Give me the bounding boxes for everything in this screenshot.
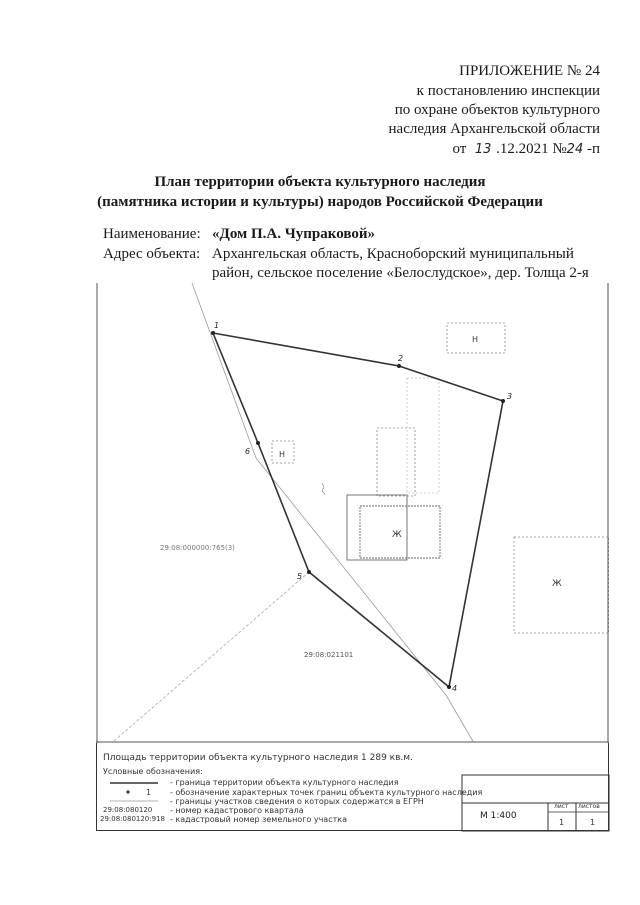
boundary-point-3	[501, 399, 505, 403]
map-scale: М 1:400	[480, 811, 517, 821]
boundary-point-2	[397, 364, 401, 368]
heritage-territory-boundary	[213, 333, 503, 687]
building-label-nonres-top: Н	[472, 335, 479, 344]
legend-symbol-point-label: 1	[146, 788, 152, 797]
object-address-label: Адрес объекта:	[103, 246, 201, 262]
date-rest: .12.2021 №	[496, 141, 567, 157]
stamp-sheet-value: 1	[559, 818, 565, 827]
decree-line-2: по охране объектов культурного	[394, 102, 600, 118]
building-label-res-main: Ж	[392, 530, 402, 540]
object-address-line-1: Архангельская область, Красноборский муниципальный	[212, 246, 574, 262]
appendix-title: ПРИЛОЖЕНИЕ № 24	[459, 63, 600, 79]
legend-item-parcel-number: - кадастровый номер земельного участка	[170, 815, 347, 824]
legend-symbol-quarter: 29:08:080120	[103, 806, 153, 814]
legend-title: Условные обозначения:	[103, 767, 203, 776]
area-statement: Площадь территории объекта культурного наследия 1 289 кв.м.	[103, 753, 413, 763]
decree-date-line	[453, 140, 601, 159]
point-label-2: 2	[398, 354, 404, 363]
point-label-4: 4	[452, 684, 458, 693]
point-label-1: 1	[214, 321, 220, 330]
residential-building-main-part	[347, 495, 407, 560]
building-label-res-right: Ж	[552, 579, 562, 589]
point-label-5: 5	[297, 572, 303, 581]
date-prefix: от	[452, 141, 467, 157]
parcel-boundary-line	[192, 283, 256, 458]
decree-line-1: к постановлению инспекции	[416, 83, 600, 99]
legend-item-boundary: - граница территории объекта культурного наследия	[170, 778, 399, 787]
object-name-value: «Дом П.А. Чупраковой»	[212, 226, 375, 242]
terrain-mark	[322, 483, 325, 494]
decree-line-3: наследия Архангельской области	[388, 121, 600, 137]
decree-number-handwritten: 24	[566, 142, 584, 157]
legend-item-points: - обозначение характерных точек границ объекта культурного наследия	[170, 788, 483, 797]
cadastral-parcel-label: 29:08:000000:765(3)	[160, 544, 235, 552]
parcel-boundary-line	[256, 458, 446, 695]
parcel-boundary-line	[446, 695, 474, 743]
boundary-point-1	[211, 331, 215, 335]
building-label-nonres-left: Н	[279, 450, 286, 459]
outbuilding-north	[377, 428, 415, 496]
date-suffix: -п	[586, 141, 600, 157]
cadastral-quarter-label: 29:08:021101	[304, 651, 354, 659]
boundary-point-6	[256, 441, 260, 445]
site-plan-map	[96, 283, 609, 743]
stamp-sheets-label: листов	[578, 803, 600, 810]
legend-item-quarter: - номер кадастрового квартала	[170, 806, 304, 815]
object-address-line-2: район, сельское поселение «Белослудское», дер. Толща 2-я	[212, 265, 589, 281]
site-plan-svg	[96, 283, 609, 743]
boundary-point-5	[307, 570, 311, 574]
date-day-handwritten: 13	[474, 142, 492, 157]
document-title-line-2: (памятника истории и культуры) народов Российской Федерации	[97, 194, 543, 210]
outbuilding-narrow	[407, 378, 439, 493]
point-label-3: 3	[507, 392, 513, 401]
object-name-label: Наименование:	[103, 226, 201, 242]
document-title-line-1: План территории объекта культурного наследия	[154, 174, 486, 190]
point-label-6: 6	[245, 447, 251, 456]
stamp-sheet-label: лист	[554, 803, 569, 810]
boundary-point-4	[447, 685, 451, 689]
parcel-boundary-line	[114, 572, 309, 741]
stamp-sheets-value: 1	[590, 818, 596, 827]
legend-symbol-parcel-number: 29:08:080120:918	[100, 815, 165, 823]
legend-item-parcels: - границы участков сведения о которых содержатся в ЕГРН	[170, 797, 424, 806]
